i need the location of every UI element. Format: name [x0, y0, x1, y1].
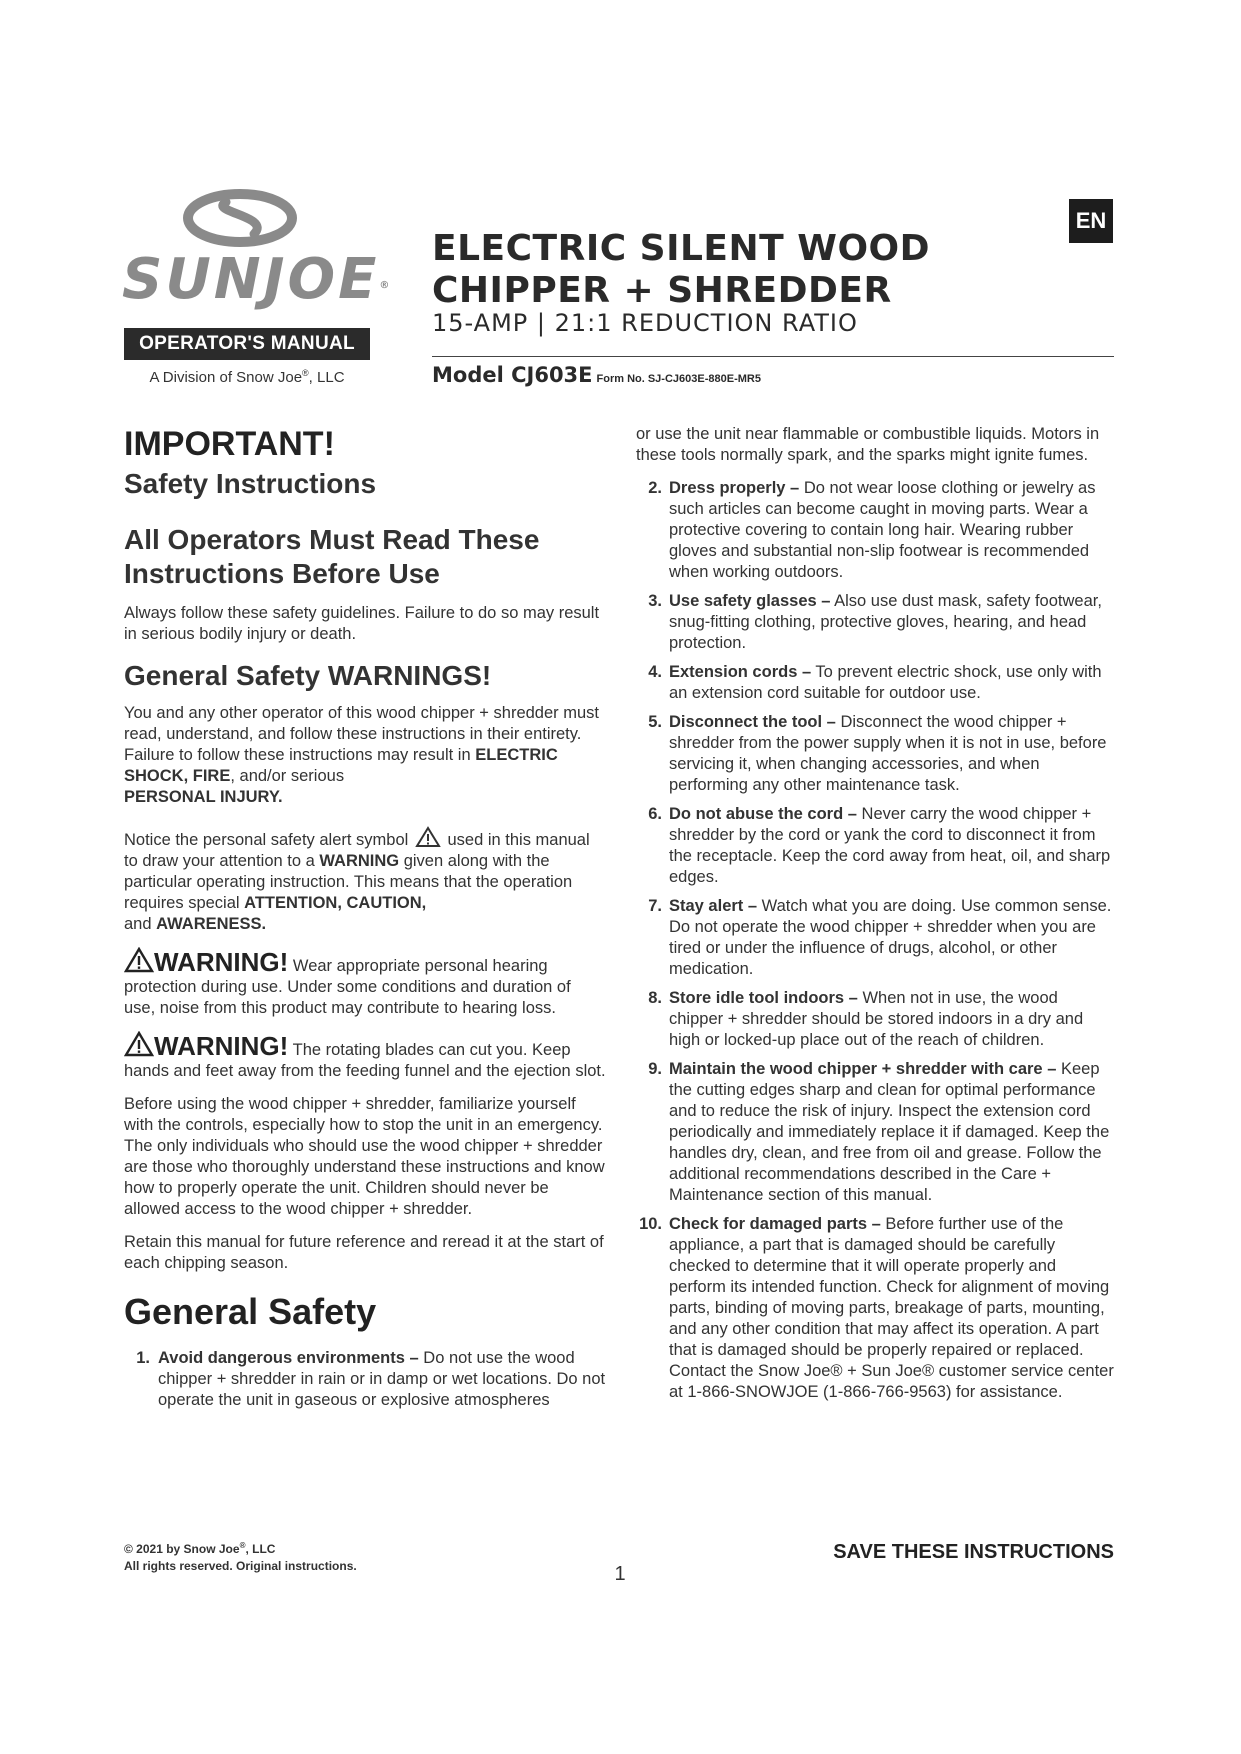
safety-alert-icon — [415, 826, 441, 848]
list-item: 10. Check for damaged parts – Before further use of the appliance, a part that is damaged should be carefully checked to determine that it will operate properly and perform its intended function. Check for alignment of moving parts, binding of moving parts, breakage of parts, mounting, and any other condition that may affect its operation. A part that is damaged should be properly repaired or replaced. Contact the Snow Joe® + Sun Joe® customer service center at 1-866-SNOWJOE (1-866-766-9563) for assistance. — [639, 1215, 1114, 1401]
intro-paragraph: Always follow these safety guidelines. Failure to do so may result in serious bodily injury or death. — [124, 604, 600, 643]
brand-logo — [122, 188, 393, 312]
safety-instructions-heading: Safety Instructions — [124, 468, 377, 499]
form-number: Form No. SJ-CJ603E-880E-MR5 — [596, 373, 761, 385]
list-item: 3. Use safety glasses – Also use dust mask, safety footwear, snug-fitting clothing, protective gloves, hearing, and head protection. — [648, 592, 1102, 652]
model-line — [432, 363, 761, 387]
sunjoe-swirl-icon — [122, 188, 378, 248]
save-instructions-label: SAVE THESE INSTRUCTIONS — [833, 1541, 1114, 1563]
list-item: 9. Maintain the wood chipper + shredder with care – Keep the cutting edges sharp and clean for optimal performance and to reduce the risk of injury. Inspect the extension cord periodically and immediately replace it if damaged. Keep the handles dry, clean, and free from oil and grease. Follow the additional recommendations described in the Care + Maintenance section of this manual. — [648, 1060, 1110, 1204]
general-warnings-paragraph: You and any other operator of this wood chipper + shredder must read, understand, and follow these instructions in their entirety. Failure to follow these instructions may result in ELECTRIC SHOCK, FIRE, and/or serious PERSONAL INJURY. — [124, 704, 599, 806]
warning-triangle-icon — [124, 1031, 154, 1057]
product-subtitle: 15-AMP | 21:1 REDUCTION RATIO — [432, 309, 858, 337]
page-number: 1 — [614, 1563, 626, 1585]
right-column — [636, 424, 1114, 1411]
general-safety-list-continued — [636, 478, 1114, 1403]
item1-continuation: or use the unit near flammable or combustible liquids. Motors in these tools normally spark, and the sparks might ignite fumes. — [636, 425, 1100, 464]
general-safety-list — [124, 1348, 606, 1411]
operators-manual-label: OPERATOR'S MANUAL — [124, 328, 370, 360]
important-heading: IMPORTANT! — [124, 425, 335, 463]
retain-paragraph: Retain this manual for future reference and reread it at the start of each chipping season. — [124, 1233, 604, 1272]
division-text: A Division of Snow Joe®, LLC — [149, 368, 345, 386]
header-divider — [432, 356, 1114, 357]
left-column — [124, 425, 606, 1419]
familiarize-paragraph: Before using the wood chipper + shredder, familiarize yourself with the controls, especially how to stop the unit in an emergency. The only individuals who should use the wood chipper + shredder are those who thoroughly understand these instructions and know how to properly operate the unit. Children should never be allowed access to the wood chipper + shredder. — [124, 1095, 605, 1218]
list-item: 4. Extension cords – To prevent electric shock, use only with an extension cord suitable for outdoor use. — [648, 663, 1102, 702]
list-item: 7. Stay alert – Watch what you are doing. Use common sense. Do not operate the wood chipper + shredder when you are tired or under the influence of drugs, alcohol, or other medication. — [648, 897, 1112, 978]
copyright: © 2021 by Snow Joe®, LLC All rights reserved. Original instructions. — [124, 1541, 357, 1573]
warning-triangle-icon — [124, 947, 154, 973]
list-item: 5. Disconnect the tool – Disconnect the wood chipper + shredder from the power supply when it is not in use, before servicing it, when changing accessories, and when performing any other maintenance task. — [648, 713, 1107, 794]
all-operators-heading: All Operators Must Read These Instructions Before Use — [124, 524, 540, 589]
model-number: Model CJ603E — [432, 363, 593, 387]
language-badge: EN — [1069, 199, 1113, 243]
notice-paragraph: Notice the personal safety alert symbol used in this manual to draw your attention to a WARNING given along with the particular operating instruction. This means that the operation requires special ATTENTION, CAUTION, and AWARENESS. — [124, 826, 606, 935]
hearing-warning: WARNING! Wear appropriate personal hearing protection during use. Under some conditions and duration of use, noise from this product may contribute to hearing loss. — [124, 947, 571, 1017]
list-item: 1. Avoid dangerous environments – Do not use the wood chipper + shredder in rain or in damp or wet locations. Do not operate the unit in gaseous or explosive atmospheres — [136, 1349, 606, 1409]
general-warnings-heading: General Safety WARNINGS! — [124, 660, 492, 691]
product-title: ELECTRIC SILENT WOOD CHIPPER + SHREDDER — [432, 228, 931, 311]
general-safety-heading: General Safety — [124, 1291, 377, 1332]
blades-warning: WARNING! The rotating blades can cut you. Keep hands and feet away from the feeding funnel and the ejection slot. — [124, 1031, 606, 1080]
list-item: 8. Store idle tool indoors – When not in use, the wood chipper + shredder should be stored indoors in a dry and high or locked-up place out of the reach of children. — [648, 989, 1084, 1049]
list-item: 6. Do not abuse the cord – Never carry the wood chipper + shredder by the cord or yank the cord to disconnect it from the receptacle. Keep the cord away from heat, oil, and sharp edges. — [648, 805, 1111, 886]
brand-wordmark: SUNJOE® — [122, 247, 393, 312]
list-item: 2. Dress properly – Do not wear loose clothing or jewelry as such articles can become caught in moving parts. Wear a protective covering to contain long hair. Wearing rubber gloves and substantial non-slip footwear is recommended when working outdoors. — [648, 479, 1096, 581]
